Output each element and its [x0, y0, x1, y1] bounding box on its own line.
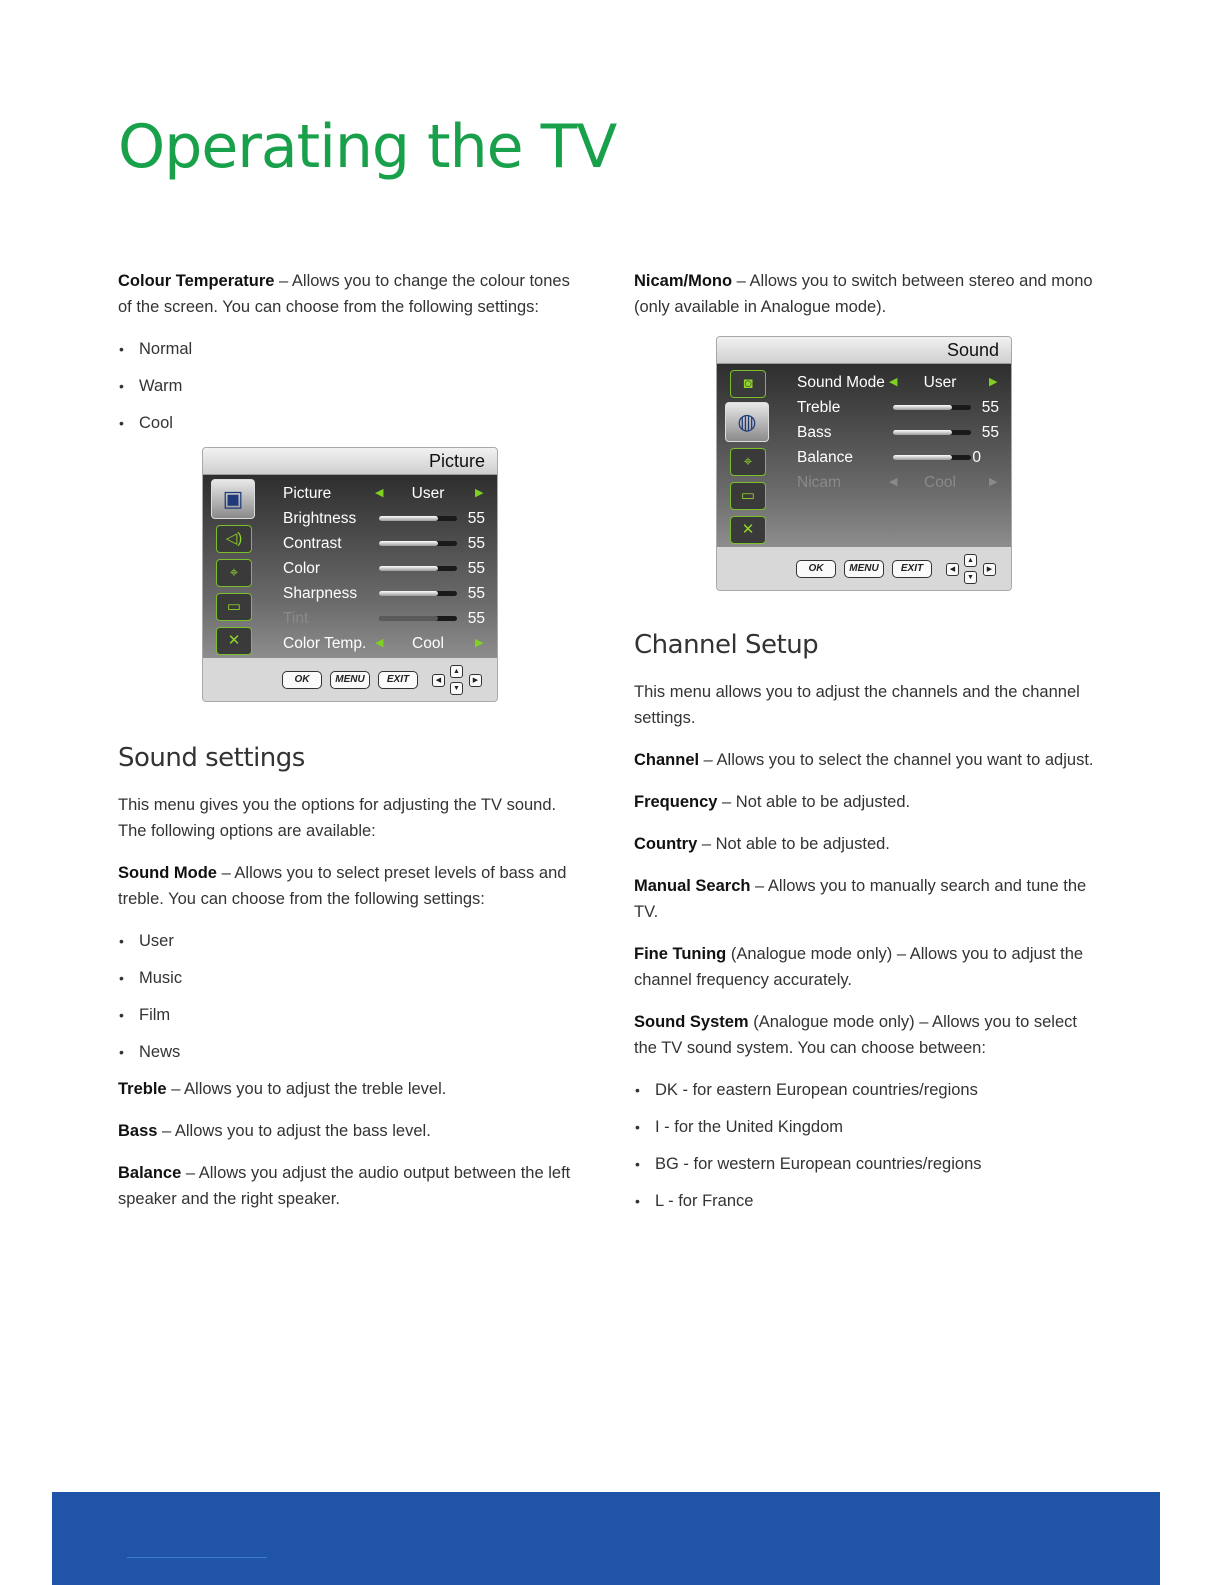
list-item: • Normal	[118, 336, 580, 362]
menu-footer	[203, 658, 497, 702]
channel-setup-heading: Channel Setup	[634, 630, 819, 660]
row-label: Picture	[283, 485, 332, 502]
row-value: User	[411, 485, 445, 502]
level-fill	[379, 616, 438, 621]
menu-row	[283, 581, 489, 606]
row-value: Cool	[412, 635, 444, 652]
exit-button: EXIT	[892, 560, 932, 578]
level-fill	[379, 566, 438, 571]
row-label: Treble	[797, 399, 841, 416]
sound-menu-screenshot	[716, 336, 1012, 591]
list-item: • BG - for western European countries/regions	[634, 1151, 1096, 1177]
menu-row	[283, 606, 489, 631]
row-value: 55	[467, 610, 485, 627]
arrow-down-icon: ▼	[964, 571, 977, 584]
arrow-right-icon: ▶	[475, 637, 484, 649]
level-fill	[379, 541, 438, 546]
row-label: Brightness	[283, 510, 357, 527]
speaker-icon: ◍	[725, 402, 769, 442]
row-value: User	[923, 374, 957, 391]
arrow-left-icon: ◀	[432, 674, 445, 687]
description: – Allows you to select the channel you want to adjust.	[699, 751, 1094, 769]
description: – Allows you to select preset levels of bass and treble. You can choose from the following settings:	[118, 864, 567, 908]
menu-row	[283, 506, 489, 531]
list-item: • I - for the United Kingdom	[634, 1114, 1096, 1140]
menu-header: Sound	[717, 337, 1011, 364]
menu-tabs	[203, 475, 267, 658]
level-bar	[893, 405, 971, 410]
sound-mode-list	[118, 928, 580, 1065]
manual-search-paragraph	[634, 873, 1096, 925]
screen-icon: ▭	[730, 482, 766, 510]
list-item: • Film	[118, 1002, 580, 1028]
list-item: • Cool	[118, 410, 580, 436]
row-value: Cool	[924, 474, 956, 491]
picture-icon: ▣	[211, 479, 255, 519]
menu-footer	[717, 547, 1011, 591]
row-label: Sharpness	[283, 585, 358, 602]
arrow-right-icon: ▶	[983, 563, 996, 576]
menu-row	[797, 395, 1003, 420]
row-label: Contrast	[283, 535, 342, 552]
description: – Allows you adjust the audio output between the left speaker and the right speaker.	[118, 1164, 571, 1208]
list-item: • Warm	[118, 373, 580, 399]
arrow-right-icon: ▶	[989, 476, 998, 488]
balance-paragraph	[118, 1160, 580, 1212]
ok-button: OK	[282, 671, 322, 689]
description: – Allows you to adjust the treble level.	[166, 1080, 447, 1098]
menu-button: MENU	[330, 671, 370, 689]
satellite-icon: ⌖	[730, 448, 766, 476]
level-fill	[379, 591, 438, 596]
frequency-paragraph	[634, 789, 1096, 815]
level-bar	[379, 516, 457, 521]
row-label: Sound Mode	[797, 374, 885, 391]
menu-rows	[283, 481, 489, 656]
arrow-left-icon: ◀	[889, 376, 898, 388]
term: Treble	[118, 1080, 167, 1098]
list-item: • DK - for eastern European countries/regions	[634, 1077, 1096, 1103]
arrow-right-icon: ▶	[469, 674, 482, 687]
term: Sound Mode	[118, 864, 217, 882]
tools-icon: ✕	[216, 627, 252, 655]
row-value: 55	[981, 424, 999, 441]
level-bar	[893, 430, 971, 435]
arrow-right-icon: ▶	[475, 487, 484, 499]
sound-system-list	[634, 1077, 1096, 1214]
description: (Analogue mode only) – Allows you to select the TV sound system. You can choose between:	[634, 1013, 1077, 1057]
ok-button: OK	[796, 560, 836, 578]
level-bar	[379, 591, 457, 596]
term: Colour Temperature	[118, 272, 275, 290]
menu-row	[283, 481, 489, 506]
fine-tuning-paragraph	[634, 941, 1096, 993]
colour-temperature-paragraph	[118, 268, 580, 320]
row-label: Color	[283, 560, 321, 577]
description: – Not able to be adjusted.	[717, 793, 911, 811]
satellite-icon: ⌖	[216, 559, 252, 587]
description: – Allows you to manually search and tune the TV.	[634, 877, 1087, 921]
menu-button: MENU	[844, 560, 884, 578]
tools-icon: ✕	[730, 516, 766, 544]
colour-temp-list	[118, 336, 580, 436]
description: – Not able to be adjusted.	[697, 835, 890, 853]
sound-mode-paragraph	[118, 860, 580, 912]
arrow-left-icon: ◀	[375, 487, 384, 499]
description: (Analogue mode only) – Allows you to adjust the channel frequency accurately.	[634, 945, 1084, 989]
term: Fine Tuning	[634, 945, 727, 963]
nicam-paragraph	[634, 268, 1096, 320]
menu-row	[797, 370, 1003, 395]
menu-header: Picture	[203, 448, 497, 475]
row-value: 55	[467, 585, 485, 602]
menu-row	[283, 556, 489, 581]
camera-icon: ◙	[730, 370, 766, 398]
row-value: 55	[981, 399, 999, 416]
menu-row	[797, 420, 1003, 445]
arrow-up-icon: ▲	[450, 665, 463, 678]
channel-paragraph	[634, 747, 1096, 773]
term: Balance	[118, 1164, 182, 1182]
menu-body	[203, 475, 497, 658]
description: – Allows you to adjust the bass level.	[157, 1122, 431, 1140]
level-fill	[893, 455, 952, 460]
level-fill	[379, 516, 438, 521]
screen-icon: ▭	[216, 593, 252, 621]
term: Sound System	[634, 1013, 749, 1031]
term: Country	[634, 835, 698, 853]
treble-paragraph	[118, 1076, 580, 1102]
level-bar	[379, 616, 457, 621]
level-fill	[893, 430, 952, 435]
row-label: Bass	[797, 424, 832, 441]
row-label: Balance	[797, 449, 854, 466]
list-item: • L - for France	[634, 1188, 1096, 1214]
level-bar	[379, 566, 457, 571]
arrow-down-icon: ▼	[450, 682, 463, 695]
left-column	[118, 268, 580, 1228]
menu-rows	[797, 370, 1003, 495]
list-item: • News	[118, 1039, 580, 1065]
list-item: • Music	[118, 965, 580, 991]
row-label: Nicam	[797, 474, 841, 491]
exit-button: EXIT	[378, 671, 418, 689]
arrow-left-icon: ◀	[375, 637, 384, 649]
term: Nicam/Mono	[634, 272, 733, 290]
arrow-left-icon: ◀	[889, 476, 898, 488]
term: Channel	[634, 751, 700, 769]
level-fill	[893, 405, 952, 410]
row-value: 55	[467, 535, 485, 552]
menu-row	[283, 631, 489, 656]
menu-row	[283, 531, 489, 556]
arrow-left-icon: ◀	[946, 563, 959, 576]
list-item: • User	[118, 928, 580, 954]
footer-rule	[127, 1557, 267, 1558]
row-value: 55	[467, 560, 485, 577]
channel-intro: This menu allows you to adjust the channels and the channel settings.	[634, 683, 1080, 727]
row-label: Tint	[283, 610, 309, 627]
menu-tabs	[717, 364, 781, 547]
sound-intro: This menu gives you the options for adjusting the TV sound. The following options are available:	[118, 796, 557, 840]
term: Frequency	[634, 793, 718, 811]
row-value: 55	[467, 510, 485, 527]
arrow-up-icon: ▲	[964, 554, 977, 567]
description: – Allows you to change the colour tones of the screen. You can choose from the following settings:	[118, 272, 570, 316]
sound-settings-heading: Sound settings	[118, 743, 305, 773]
right-column	[634, 268, 1096, 1225]
sound-system-paragraph	[634, 1009, 1096, 1061]
description: – Allows you to switch between stereo and mono (only available in Analogue mode).	[634, 272, 1093, 316]
arrow-right-icon: ▶	[989, 376, 998, 388]
footer-band	[52, 1492, 1160, 1585]
menu-row	[797, 445, 1003, 470]
menu-row	[797, 470, 1003, 495]
row-value: 0	[972, 449, 981, 466]
menu-body	[717, 364, 1011, 547]
term: Bass	[118, 1122, 158, 1140]
bass-paragraph	[118, 1118, 580, 1144]
speaker-icon: ◁)	[216, 525, 252, 553]
level-bar	[379, 541, 457, 546]
row-label: Color Temp.	[283, 635, 367, 652]
country-paragraph	[634, 831, 1096, 857]
picture-menu-screenshot	[202, 447, 498, 702]
term: Manual Search	[634, 877, 751, 895]
level-bar	[893, 455, 971, 460]
page-title: Operating the TV	[118, 112, 617, 182]
